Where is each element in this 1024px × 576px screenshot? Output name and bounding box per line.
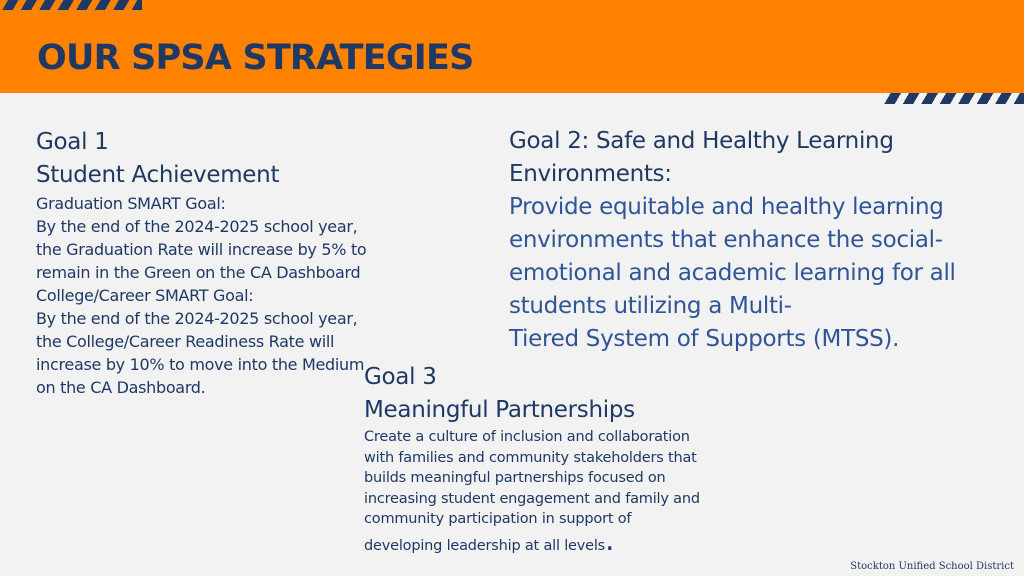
- goal-3-last-text: developing leadership at all levels: [364, 537, 606, 554]
- goal-2-heading: Goal 2: Safe and Healthy Learning: [509, 128, 894, 154]
- goal-1-line: By the end of the 2024-2025 school year,: [36, 309, 358, 328]
- goal-2-heading: Environments:: [509, 161, 672, 187]
- goal-2-block: [509, 125, 989, 356]
- goal-2-body-line: Provide equitable and healthy learning: [509, 194, 944, 220]
- goal-1-block: [36, 126, 376, 399]
- decorative-stripes-right: [882, 93, 1024, 104]
- goal-1-line: increase by 10% to move into the Medium: [36, 355, 365, 374]
- goal-3-line: community participation in support of: [364, 511, 632, 528]
- goal-1-heading: Goal 1: [36, 129, 109, 155]
- goal-1-line: the College/Career Readiness Rate will: [36, 332, 335, 351]
- goal-2-body-line: environments that enhance the social-: [509, 227, 943, 253]
- goal-3-subheading: Meaningful Partnerships: [364, 397, 635, 423]
- goal-1-line: the Graduation Rate will increase by 5% to: [36, 240, 367, 259]
- page-title: OUR SPSA STRATEGIES: [37, 38, 474, 78]
- goal-3-block: [364, 361, 704, 557]
- footer-district-name: Stockton Unified School District: [850, 561, 1014, 572]
- goal-2-body-line: Tiered System of Supports (MTSS).: [509, 326, 900, 352]
- goal-3-line: with families and community stakeholders that: [364, 449, 697, 466]
- goal-1-line: By the end of the 2024-2025 school year,: [36, 217, 358, 236]
- goal-3-line: builds meaningful partnerships focused on: [364, 470, 666, 487]
- goal-1-subheading: Student Achievement: [36, 162, 280, 188]
- goal-2-body-line: students utilizing a Multi-: [509, 293, 792, 319]
- goal-3-heading: Goal 3: [364, 364, 437, 390]
- goal-2-body-line: emotional and academic learning for all: [509, 260, 956, 286]
- decorative-stripes-top: [0, 0, 142, 10]
- goal-1-line: College/Career SMART Goal:: [36, 286, 254, 305]
- goal-3-line: increasing student engagement and family and: [364, 490, 700, 507]
- goal-1-line: remain in the Green on the CA Dashboard: [36, 263, 361, 282]
- goal-1-line: Graduation SMART Goal:: [36, 194, 226, 213]
- goal-1-line: on the CA Dashboard.: [36, 378, 206, 397]
- goal-3-line: Create a culture of inclusion and collaboration: [364, 429, 690, 445]
- goal-3-period: .: [605, 522, 615, 558]
- goal-3-last-line: [364, 522, 704, 558]
